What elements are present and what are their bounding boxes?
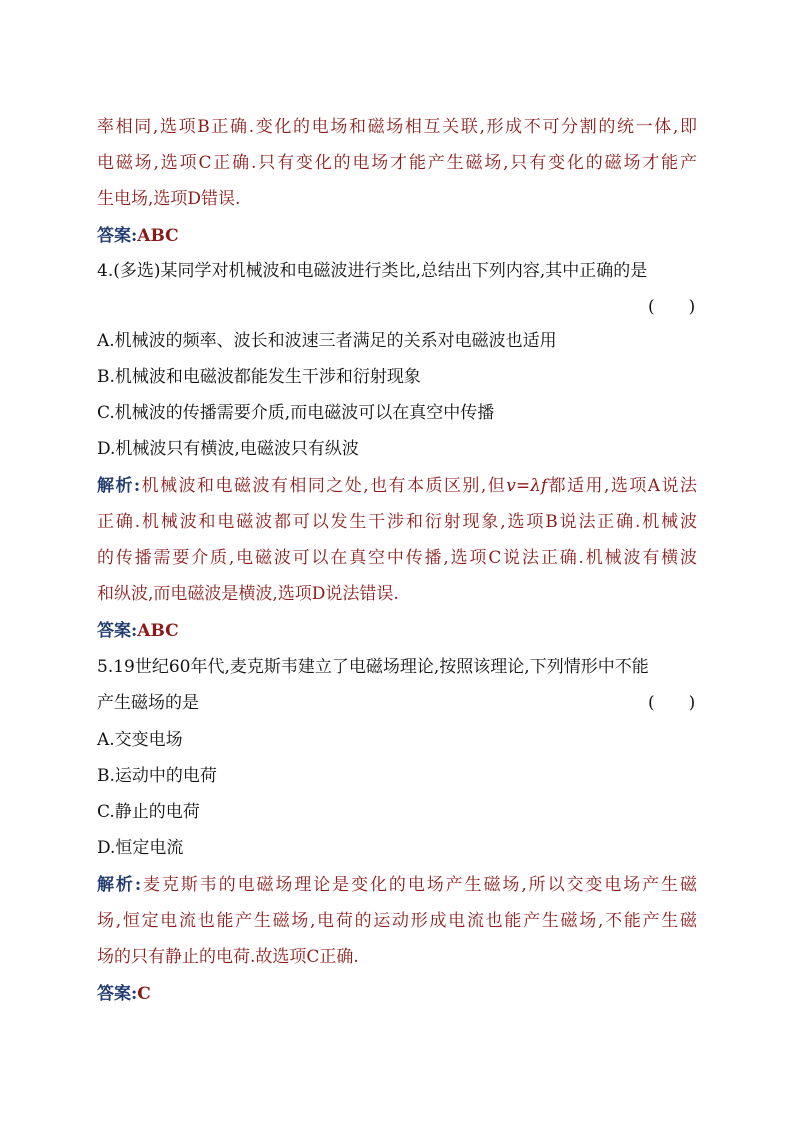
q5-analysis-line-3: 场的只有静止的电荷.故选项C正确. (97, 947, 359, 967)
q4-option-d: D.机械波只有横波,电磁波只有纵波 (97, 439, 359, 459)
q5-analysis-line-1 (97, 873, 697, 897)
q4-stem: 4.(多选)某同学对机械波和电磁波进行类比,总结出下列内容,其中正确的是 (97, 261, 648, 281)
q5-stem-line-1: 5.19世纪60年代,麦克斯韦建立了电磁场理论,按照该理论,下列情形中不能 (97, 657, 649, 677)
q5-option-a: A.交变电场 (97, 730, 183, 750)
q4-analysis-label: 解析: (97, 476, 141, 496)
q5-answer-label: 答案: (97, 984, 138, 1004)
q4-option-a: A.机械波的频率、波长和波速三者满足的关系对电磁波也适用 (97, 331, 557, 351)
q3-analysis-line-3: 生电场,选项D错误. (97, 189, 241, 209)
q4-analysis-formula: v=λf (506, 476, 548, 496)
q4-answer-value: ABC (137, 621, 179, 641)
q5-analysis-label: 解析: (97, 875, 142, 895)
q5-answer-value: C (137, 984, 151, 1004)
q5-stem-line-2: 产生磁场的是 (97, 693, 199, 713)
q4-analysis-text-a: 机械波和电磁波有相同之处,也有本质区别,但 (140, 476, 507, 496)
q3-answer-label: 答案: (97, 226, 138, 246)
q4-analysis-line-3: 的传播需要介质,电磁波可以在真空中传播,选项C说法正确.机械波有横波 (97, 548, 697, 568)
q4-answer-blank: ( ) (648, 297, 696, 317)
q3-answer (97, 224, 697, 248)
q5-option-c: C.静止的电荷 (97, 802, 200, 822)
q4-option-c: C.机械波的传播需要介质,而电磁波可以在真空中传播 (97, 403, 495, 423)
q5-analysis-line-2: 场,恒定电流也能产生磁场,电荷的运动形成电流也能产生磁场,不能产生磁 (97, 911, 697, 931)
q5-answer-blank: ( ) (648, 693, 696, 713)
q4-analysis-text-b: 都适用,选项A说法 (547, 476, 697, 496)
q4-answer-label: 答案: (97, 621, 138, 641)
q3-answer-value: ABC (137, 226, 179, 246)
q5-answer (97, 982, 697, 1006)
q3-analysis-line-1: 率相同,选项B正确.变化的电场和磁场相互关联,形成不可分割的统一体,即 (97, 117, 697, 137)
q4-option-b: B.机械波和电磁波都能发生干涉和衍射现象 (97, 367, 421, 387)
q4-answer (97, 619, 697, 643)
q4-analysis-line-2: 正确.机械波和电磁波都可以发生干涉和衍射现象,选项B说法正确.机械波 (97, 512, 697, 532)
q5-option-b: B.运动中的电荷 (97, 766, 217, 786)
q5-analysis-text: 麦克斯韦的电磁场理论是变化的电场产生磁场,所以交变电场产生磁 (141, 875, 697, 895)
q5-option-d: D.恒定电流 (97, 838, 184, 858)
q3-analysis-line-2: 电磁场,选项C正确.只有变化的电场才能产生磁场,只有变化的磁场才能产 (97, 153, 697, 173)
q4-analysis-line-1 (97, 474, 697, 498)
q4-analysis-line-4: 和纵波,而电磁波是横波,选项D说法错误. (97, 584, 399, 604)
